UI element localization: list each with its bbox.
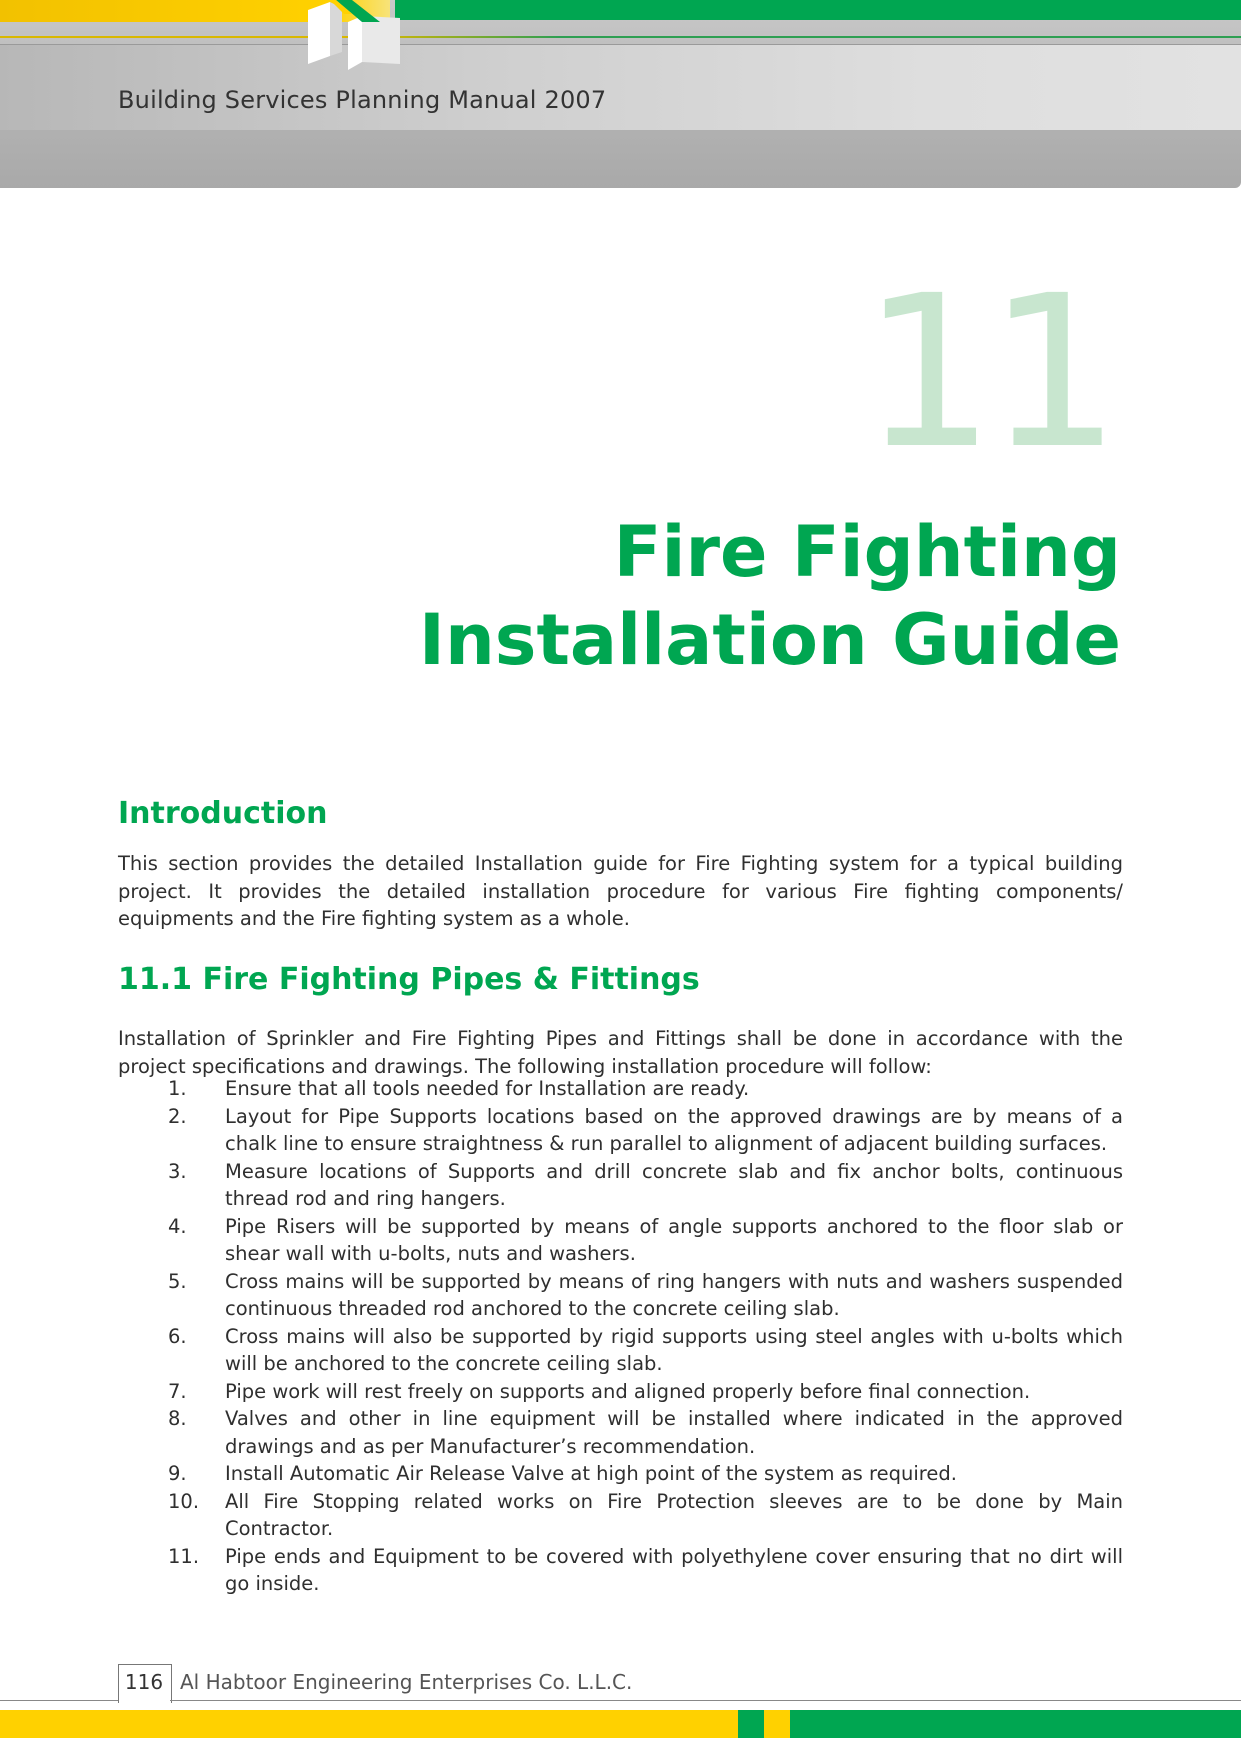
step-text: Cross mains will be supported by means of ring hangers with nuts and washers suspended continuous threaded rod anchored to the concrete ceiling slab. xyxy=(225,1269,1123,1320)
header-green-stripe xyxy=(395,0,1241,20)
footer-yellow-block xyxy=(764,1710,790,1738)
chapter-number: 11 xyxy=(861,250,1113,495)
list-item xyxy=(118,1378,1123,1406)
footer-green-block xyxy=(738,1710,764,1738)
section-heading-11-1: 11.1 Fire Fighting Pipes & Fittings xyxy=(118,962,700,997)
footer-rule xyxy=(170,1700,1241,1701)
list-item xyxy=(118,1488,1123,1543)
step-text: Ensure that all tools needed for Installation are ready. xyxy=(225,1077,750,1100)
step-text: Install Automatic Air Release Valve at high point of the system as required. xyxy=(225,1462,957,1485)
step-text: Pipe Risers will be supported by means of angle supports anchored to the floor slab or shear wall with u-bolts, nuts and washers. xyxy=(225,1214,1123,1265)
step-text: All Fire Stopping related works on Fire Protection sleeves are to be done by Main Contractor. xyxy=(225,1489,1123,1540)
step-number: 1. xyxy=(168,1077,187,1100)
footer-rule-left xyxy=(0,1700,118,1701)
list-item xyxy=(118,1460,1123,1488)
chapter-title-line-1: Fire Fighting xyxy=(613,511,1121,593)
introduction-heading: Introduction xyxy=(118,796,328,831)
step-number: 11. xyxy=(168,1544,200,1568)
list-item xyxy=(118,1405,1123,1460)
chapter-title xyxy=(419,508,1121,684)
page-number: 116 xyxy=(124,1670,164,1694)
list-item xyxy=(118,1103,1123,1158)
step-text: Valves and other in line equipment will be installed where indicated in the approved drawings and as per Manufacturer’s recommendation. xyxy=(225,1407,1123,1458)
list-item xyxy=(118,1158,1123,1213)
step-text: Measure locations of Supports and drill concrete slab and fix anchor bolts, continuous thread rod and ring hangers. xyxy=(225,1159,1123,1210)
step-number: 10. xyxy=(168,1489,200,1513)
header-rule-secondary xyxy=(0,44,1241,45)
step-number: 4. xyxy=(168,1214,187,1238)
list-item xyxy=(118,1075,1123,1103)
step-number: 7. xyxy=(168,1379,187,1403)
step-number: 2. xyxy=(168,1104,187,1128)
introduction-paragraph: This section provides the detailed Installation guide for Fire Fighting system for a typical building project. It provides the detailed installation procedure for various Fire fighting components/ equipments and the Fire fighting system as a whole. xyxy=(118,852,1123,930)
footer-yellow-stripe xyxy=(0,1710,738,1738)
folded-blocks-logo-icon xyxy=(300,0,430,72)
company-name: Al Habtoor Engineering Enterprises Co. L.L.C. xyxy=(180,1670,633,1694)
step-text: Pipe work will rest freely on supports and aligned properly before final connection. xyxy=(225,1379,1031,1403)
list-item xyxy=(118,1268,1123,1323)
step-number: 3. xyxy=(168,1159,187,1183)
list-item xyxy=(118,1213,1123,1268)
header-rule xyxy=(0,36,1241,38)
footer-green-stripe xyxy=(790,1710,1241,1738)
step-text: Pipe ends and Equipment to be covered with polyethylene cover ensuring that no dirt will go inside. xyxy=(225,1544,1123,1595)
chapter-title-line-2: Installation Guide xyxy=(418,599,1121,681)
step-number: 9. xyxy=(168,1462,187,1485)
step-number: 5. xyxy=(168,1269,187,1293)
step-text: Cross mains will also be supported by rigid supports using steel angles with u-bolts which will be anchored to the concrete ceiling slab. xyxy=(225,1324,1123,1375)
manual-title: Building Services Planning Manual 2007 xyxy=(118,86,607,114)
step-number: 8. xyxy=(168,1407,187,1430)
section-intro-paragraph: Installation of Sprinkler and Fire Fighting Pipes and Fittings shall be done in accordance with the project specifications and drawings. The following installation procedure will follow: xyxy=(118,1027,1123,1078)
list-item xyxy=(118,1543,1123,1598)
step-number: 6. xyxy=(168,1324,187,1348)
step-text: Layout for Pipe Supports locations based on the approved drawings are by means of a chalk line to ensure straightness & run parallel to alignment of adjacent building surfaces. xyxy=(225,1104,1123,1155)
installation-steps-list xyxy=(118,1075,1123,1598)
list-item xyxy=(118,1323,1123,1378)
